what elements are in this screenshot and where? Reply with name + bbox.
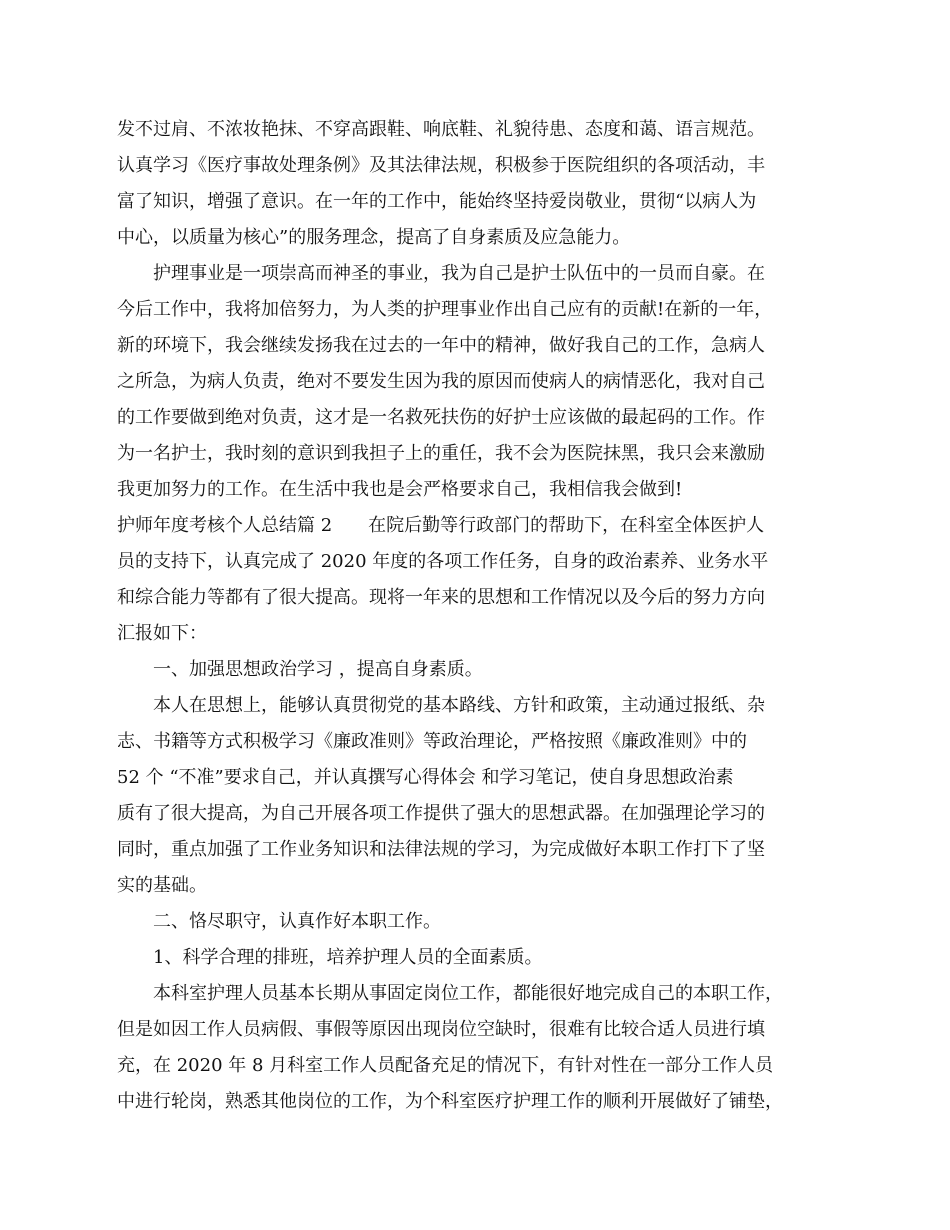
text-line: 质有了很大提高，为自己开展各项工作提供了强大的思想武器。在加强理论学习的 <box>117 803 765 824</box>
text-line: 实的基础。 <box>117 875 207 896</box>
text-line: 我更加努力的工作。在生活中我也是会严格要求自己，我相信我会做到! <box>117 479 683 500</box>
subsection-heading: 1、科学合理的排班，培养护理人员的全面素质。 <box>153 947 543 968</box>
text-line: 但是如因工作人员病假、事假等原因出现岗位空缺时，很难有比较合适人员进行填 <box>117 1019 765 1040</box>
text-line: 认真学习《医疗事故处理条例》及其法律法规，积极参于医院组织的各项活动，丰 <box>117 155 765 176</box>
text-line: 之所急，为病人负责，绝对不要发生因为我的原因而使病人的病情恶化，我对自己 <box>117 371 765 392</box>
text-line: 的工作要做到绝对负责，这才是一名救死扶伤的好护士应该做的最起码的工作。作 <box>117 407 765 428</box>
text-line: 汇报如下： <box>117 623 207 644</box>
text-line: 新的环境下，我会继续发扬我在过去的一年中的精神，做好我自己的工作，急病人 <box>117 335 765 356</box>
subsection-heading: 一、加强思想政治学习 ，提高自身素质。 <box>153 659 483 680</box>
text-line: 中心，以质量为核心”的服务理念，提高了自身素质及应急能力。 <box>117 227 631 248</box>
text-line: 和综合能力等都有了很大提高。现将一年来的思想和工作情况以及今后的努力方向 <box>117 587 765 608</box>
text-line: 52 个 “不准”要求自己，并认真撰写心得体会 和学习笔记，使自身思想政治素 <box>117 767 734 788</box>
text-line: 同时，重点加强了工作业务知识和法律法规的学习，为完成做好本职工作打下了坚 <box>117 839 765 860</box>
text-line: 充，在 2020 年 8 月科室工作人员配备充足的情况下，有针对性在一部分工作人员 <box>117 1055 774 1076</box>
text-line: 本人在思想上，能够认真贯彻党的基本路线、方针和政策，主动通过报纸、杂 <box>153 695 765 716</box>
text-line: 发不过肩、不浓妆艳抹、不穿高跟鞋、响底鞋、礼貌待患、态度和蔼、语言规范。 <box>117 119 765 140</box>
subsection-heading: 二、恪尽职守，认真作好本职工作。 <box>153 911 441 932</box>
text-line: 志、书籍等方式积极学习《廉政准则》等政治理论，严格按照《廉政准则》中的 <box>117 731 747 752</box>
text-line: 中进行轮岗，熟悉其他岗位的工作，为个科室医疗护理工作的顺利开展做好了铺垫， <box>117 1091 783 1112</box>
text-line: 为一名护士，我时刻的意识到我担子上的重任，我不会为医院抹黑，我只会来激励 <box>117 443 765 464</box>
text-line: 今后工作中，我将加倍努力，为人类的护理事业作出自己应有的贡献!在新的一年， <box>117 299 773 320</box>
text-line: 员的支持下，认真完成了 2020 年度的各项工作任务，自身的政治素养、业务水平 <box>117 551 769 572</box>
text-line: 富了知识，增强了意识。在一年的工作中，能始终坚持爱岗敬业，贯彻“以病人为 <box>117 191 757 212</box>
section-heading: 护师年度考核个人总结篇 2 在院后勤等行政部门的帮助下，在科室全体医护人 <box>117 515 765 536</box>
text-line: 护理事业是一项崇高而神圣的事业，我为自己是护士队伍中的一员而自豪。在 <box>153 263 765 284</box>
text-line: 本科室护理人员基本长期从事固定岗位工作，都能很好地完成自己的本职工作， <box>153 983 783 1004</box>
